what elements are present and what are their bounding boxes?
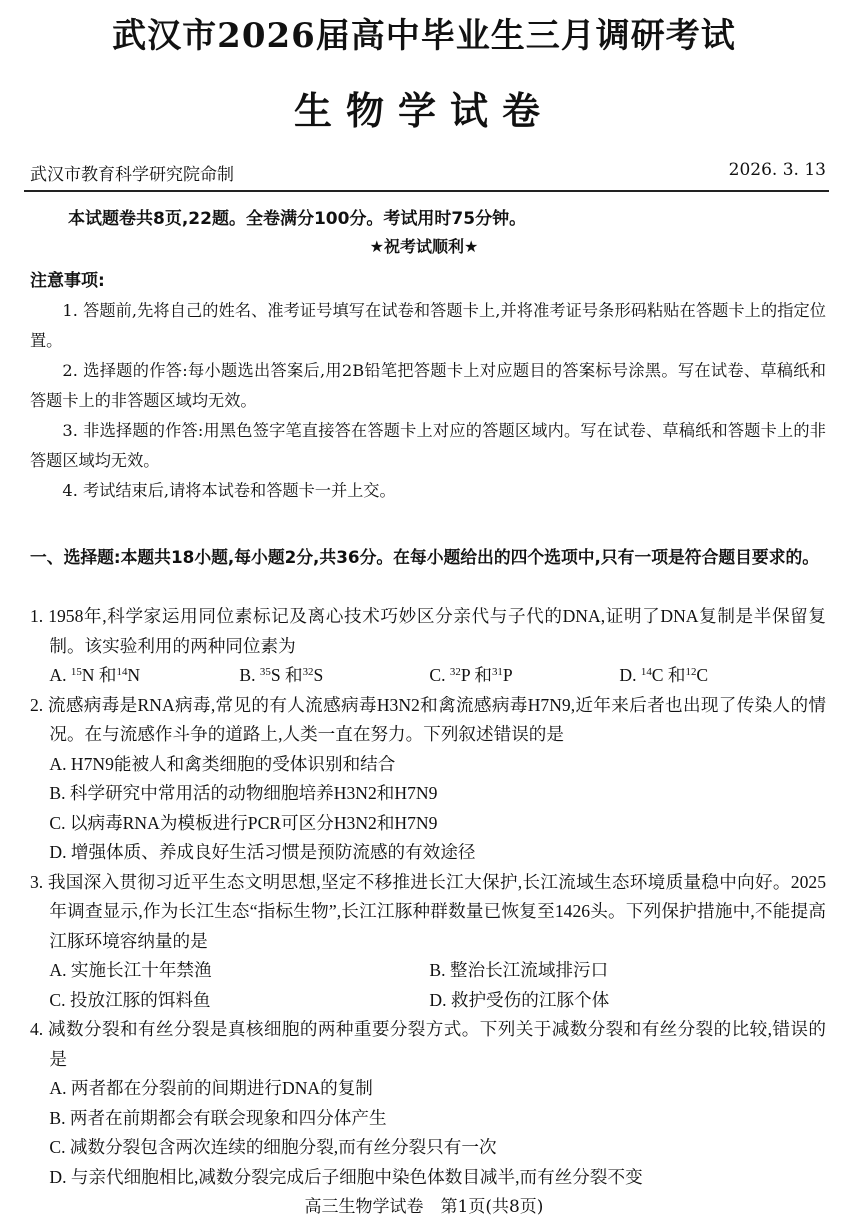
option-text: N [127,665,141,685]
option-text: C 和 [651,665,686,685]
question-stem: 3. 我国深入贯彻习近平生态文明思想,坚定不移推进长江大保护,长江流域生态环境质量稳中向好。2025年调查显示,作为长江生态“指标生物”,长江江豚种群数量已恢复至1426头。下列保护措施中,不能提高江豚环境容纳量的是 [30,871,826,951]
option-d: D. 增强体质、养成良好生活习惯是预防流感的有效途径 [49,842,476,862]
option-a: A. 实施长江十年禁渔 [49,960,212,980]
option-label: D. [619,665,641,685]
question-stem: 4. 减数分裂和有丝分裂是真核细胞的两种重要分裂方式。下列关于减数分裂和有丝分裂的比较,错误的是 [30,1019,826,1069]
option-row [30,661,826,691]
note-item: 2. 选择题的作答:每小题选出答案后,用2B铅笔把答题卡上对应题目的答案标号涂黑。写在试卷、草稿纸和答题卡上的非答题区域均无效。 [30,361,826,410]
mass-number: 35 [259,666,271,678]
mass-number: 14 [640,666,652,678]
exam-intro: 本试题卷共8页,22题。全卷满分100分。考试用时75分钟。 [68,209,527,229]
question-4 [30,1015,826,1192]
question-list [30,602,826,1192]
option-c: C. 减数分裂包含两次连续的细胞分裂,而有丝分裂只有一次 [49,1137,497,1157]
option-text: S 和 [270,665,303,685]
notes-list [30,296,826,506]
question-3 [30,868,826,1016]
option-c: C. 以病毒RNA为模板进行PCR可区分H3N2和H7N9 [49,812,438,833]
page-footer: 高三生物学试卷 第1页(共8页) [304,1197,544,1217]
option-label: B. [239,665,260,685]
option-text: P [502,665,513,685]
option-text: P 和 [460,665,492,685]
exam-subject-title: 生物学试卷 [293,88,554,133]
notes-title: 注意事项: [30,271,105,291]
mass-number: 32 [449,666,461,678]
question-stem: 1. 1958年,科学家运用同位素标记及离心技术巧妙区分亲代与子代的DNA,证明了DNA复制是半保留复制。该实验利用的两种同位素为 [30,606,826,656]
mass-number: 14 [116,666,128,678]
question-1 [30,602,826,691]
note-item: 1. 答题前,先将自己的姓名、准考证号填写在试卷和答题卡上,并将准考证号条形码粘贴在答题卡上的指定位置。 [30,301,826,350]
mass-number: 32 [302,666,314,678]
option-c [429,661,619,691]
question-stem: 2. 流感病毒是RNA病毒,常见的有人流感病毒H3N2和禽流感病毒H7N9,近年来后者也出现了传染人的情况。在与流感作斗争的道路上,人类一直在努力。下列叙述错误的是 [30,694,826,744]
option-label: C. [429,665,450,685]
mass-number: 12 [685,666,697,678]
option-d [619,661,809,691]
mass-number: 15 [70,666,82,678]
option-d: D. 救护受伤的江豚个体 [429,989,610,1010]
exam-title: 武汉市2026届高中毕业生三月调研考试 [112,16,736,56]
header-divider [24,190,829,192]
option-b: B. 两者在前期都会有联会现象和四分体产生 [49,1107,387,1128]
note-item: 3. 非选择题的作答:用黑色签字笔直接答在答题卡上对应的答题区域内。写在试卷、草稿纸和答题卡上的非答题区域均无效。 [30,421,826,470]
mass-number: 31 [491,666,503,678]
option-a: A. H7N9能被人和禽类细胞的受体识别和结合 [49,753,396,774]
exam-date: 2026. 3. 13 [728,160,826,180]
option-text: N 和 [81,665,117,685]
option-row [30,956,826,986]
option-text: C [696,665,709,685]
option-c: C. 投放江豚的饵料鱼 [49,989,211,1010]
option-b: B. 科学研究中常用活的动物细胞培养H3N2和H7N9 [49,783,438,803]
option-a [49,661,239,691]
publisher: 武汉市教育科学研究院命制 [30,165,234,185]
option-a: A. 两者都在分裂前的间期进行DNA的复制 [49,1078,373,1098]
question-2 [30,691,826,868]
option-d: D. 与亲代细胞相比,减数分裂完成后子细胞中染色体数目减半,而有丝分裂不变 [49,1166,643,1187]
good-luck-line: ★祝考试顺利★ [369,237,479,256]
section-heading: 一、选择题:本题共18小题,每小题2分,共36分。在每小题给出的四个选项中,只有一项是符合题目要求的。 [30,547,820,567]
option-b [239,661,429,691]
note-item: 4. 考试结束后,请将本试卷和答题卡一并上交。 [62,481,396,500]
option-b: B. 整治长江流域排污口 [429,960,609,980]
option-row [30,986,826,1016]
option-text: S [313,665,324,685]
option-label: A. [49,665,71,685]
